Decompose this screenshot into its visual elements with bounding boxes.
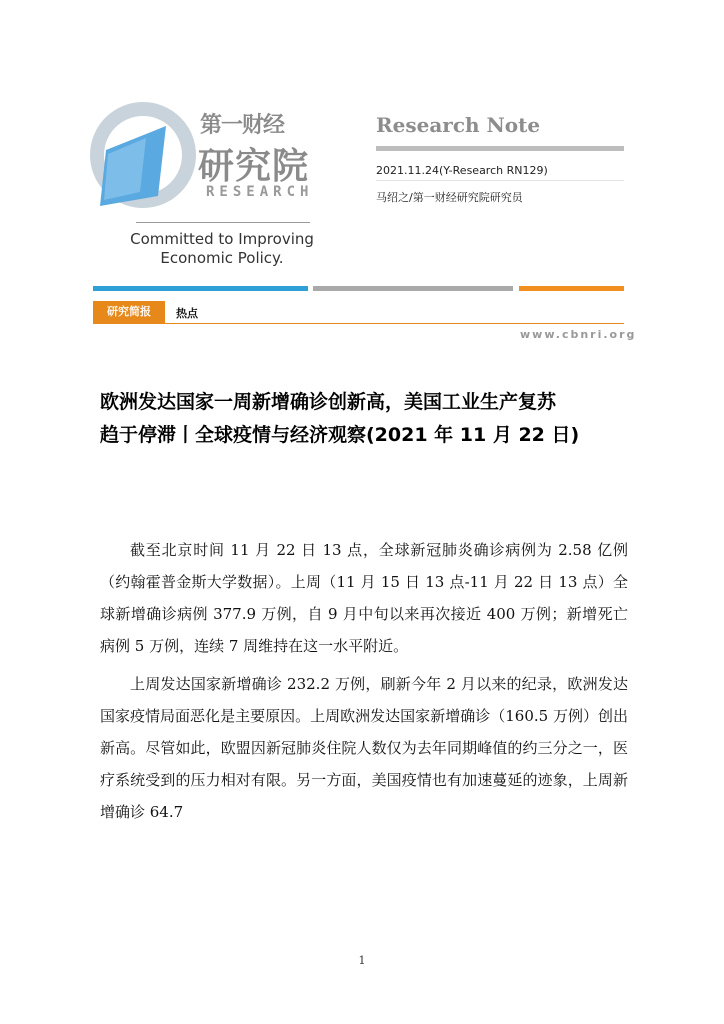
logo-tagline — [122, 230, 322, 268]
report-author: 马绍之/第一财经研究院研究员 — [376, 191, 523, 204]
page-number: 1 — [358, 954, 366, 967]
logo-text-institute: 研究院 — [198, 146, 310, 187]
header-separator — [376, 180, 624, 181]
category-topic: 热点 — [176, 307, 198, 320]
orange-divider-bar — [519, 286, 624, 291]
logo-divider — [136, 222, 310, 223]
body-paragraph-1: 截至北京时间 11 月 22 日 13 点，全球新冠肺炎确诊病例为 2.58 亿例（约翰霍普金斯大学数据）。上周（11 月 15 日 13 点-11 月 22 日 13 点）全球新增确诊病例 377.9 万例，自 9 月中旬以来再次接近 400 万例；新增死亡病例 5 万例，连续 7 周维持在这一水平附近。 — [100, 541, 628, 655]
research-note-title: Research Note — [376, 113, 541, 137]
tagline-line-1: Committed to Improving — [130, 230, 314, 248]
article-title-line-2: 趋于停滞丨全球疫情与经济观察(2021 年 11 月 22 日) — [100, 424, 580, 446]
article-title — [100, 386, 630, 452]
header-gray-bar — [376, 146, 624, 151]
logo-text-research: RESEARCH — [206, 184, 314, 200]
category-badge: 研究简报 — [93, 301, 165, 323]
tagline-line-2: Economic Policy. — [160, 249, 284, 267]
article-body — [100, 534, 628, 834]
body-paragraph-2: 上周发达国家新增确诊 232.2 万例，刷新今年 2 月以来的纪录，欧洲发达国家疫情局面恶化是主要原因。上周欧洲发达国家新增确诊（160.5 万例）创出新高。尽管如此，欧盟因新冠肺炎住院人数仅为去年同期峰值的约三分之一，医疗系统受到的压力相对有限。另一方面，美国疫情也有加速蔓延的迹象，上周新增确诊 64.7 — [100, 675, 628, 821]
website-link[interactable]: www.cbnri.org — [520, 328, 637, 341]
logo-text-cbn: 第一财经 — [200, 113, 285, 138]
category-underline — [93, 323, 624, 324]
report-date-id: 2021.11.24(Y-Research RN129) — [376, 164, 548, 177]
article-title-line-1: 欧洲发达国家一周新增确诊创新高，美国工业生产复苏 — [100, 391, 557, 413]
gray-divider-bar — [313, 286, 513, 291]
blue-divider-bar — [93, 286, 308, 291]
